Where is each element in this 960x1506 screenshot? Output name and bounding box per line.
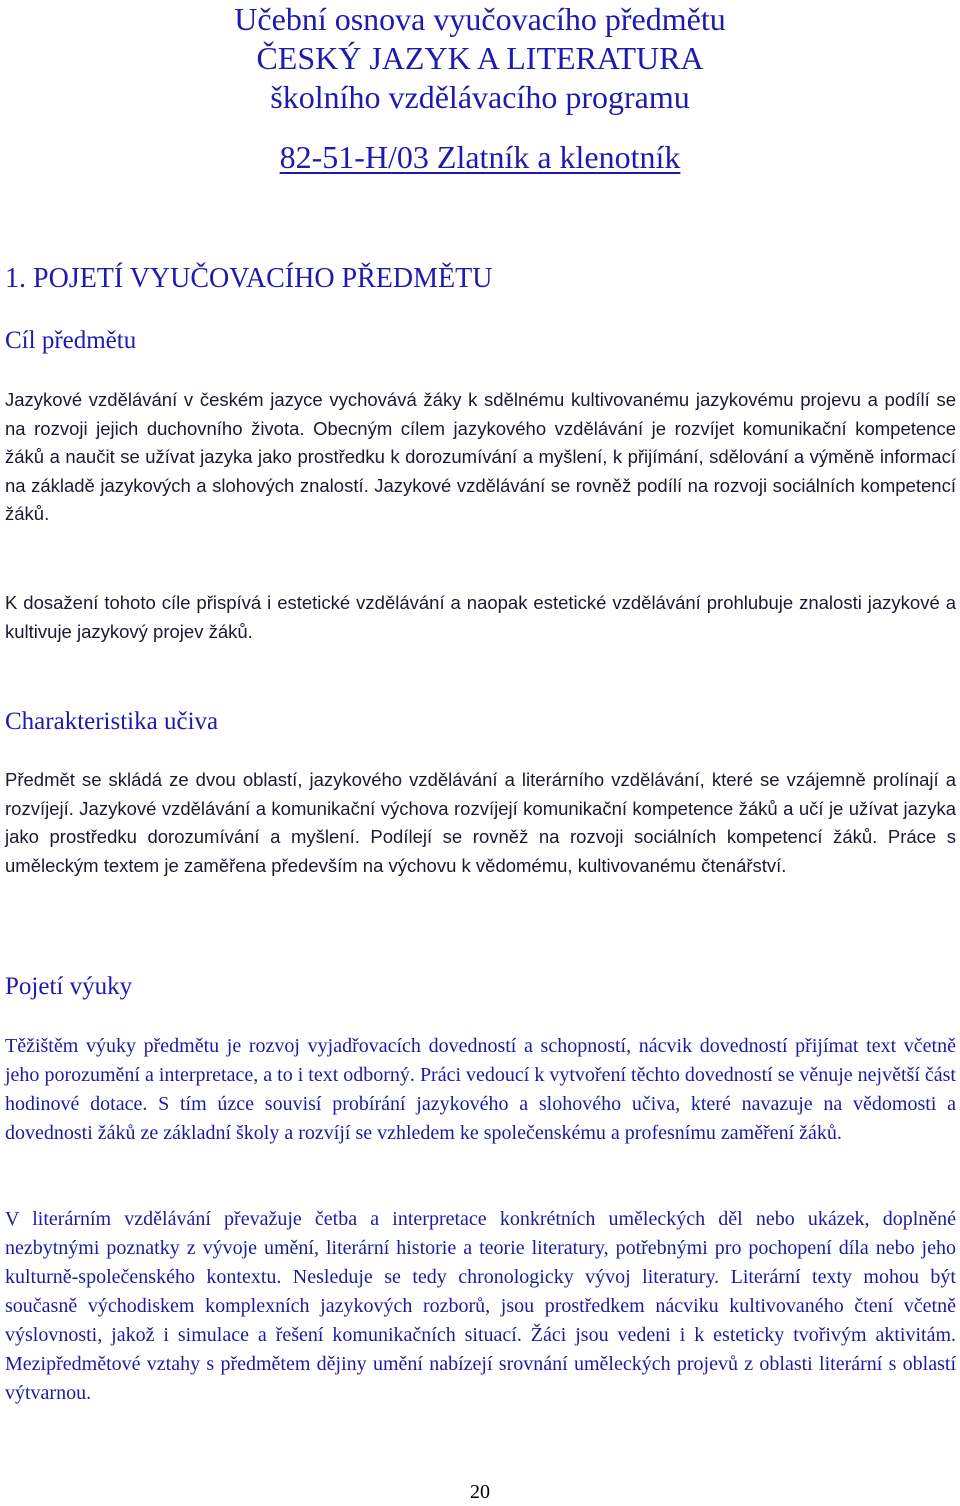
paragraph-pojeti-1: Těžištěm výuky předmětu je rozvoj vyjadřovacích dovedností a schopností, nácvik dovedností přijímat text včetně jeho porozumění a interpretace, a to i text odborný. Práci vedoucí k vytvoření těchto dovedností se věnuje největší část hodinové dotace. S tím úzce souvisí probírání jazykového a slohového učiva, které navazuje na vědomosti a dovednosti žáků ze základní školy a rozvíjí se vzhledem ke společenskému a profesnímu zaměření žáků. [5,1035,956,1144]
program-code-text: 82-51-H/03 Zlatník a klenotník [279,139,681,175]
heading-charakteristika-uciva: Charakteristika učiva [5,708,219,735]
title-line-2: ČESKÝ JAZYK A LITERATURA [256,40,704,76]
title-line-1: Učební osnova vyučovacího předmětu [234,1,726,37]
document-title [0,0,960,116]
paragraph-cil-1: Jazykové vzdělávání v českém jazyce vychovává žáky k sdělnému kultivovanému jazykovému projevu a podílí se na rozvoji jejich duchovního života. Obecným cílem jazykového vzdělávání je rozvíjet komunikační kompetence žáků a naučit se užívat jazyka jako prostředku k dorozumívání a myšlení, k přijímání, sdělování a výměně informací na základě jazykových a slohových znalostí. Jazykové vzdělávání se rovněž podílí na rozvoji sociálních kompetencí žáků. [5,389,956,524]
paragraph-cil-2: K dosažení tohoto cíle přispívá i estetické vzdělávání a naopak estetické vzdělávání prohlubuje znalosti jazykové a kultivuje jazykový projev žáků. [5,592,956,642]
program-code [0,138,960,176]
paragraph-pojeti-2: V literárním vzdělávání převažuje četba a interpretace konkrétních uměleckých děl nebo ukázek, doplněné nezbytnými poznatky z vývoje umění, literární historie a teorie literatury, potřebnými pro pochopení díla nebo jeho kulturně-společenského kontextu. Nesleduje se tedy chronologicky vývoj literatury. Literární texty mohou být současně východiskem komplexních jazykových rozborů, jsou prostředkem nácviku kultivovaného čtení včetně výslovnosti, jakož i simulace a řešení komunikačních situací. Žáci jsou vedeni i k esteticky tvořivým aktivitám. Mezipředmětové vztahy s předmětem dějiny umění nabízejí srovnání uměleckých projevů z oblasti literární s oblastí výtvarnou. [5,1208,956,1404]
section-title: 1. POJETÍ VYUČOVACÍHO PŘEDMĚTU [5,263,493,294]
page-number: 20 [470,1481,490,1503]
title-line-3: školního vzdělávacího programu [270,79,690,115]
heading-cil-predmetu: Cíl předmětu [5,327,137,354]
heading-pojeti-vyuky: Pojetí výuky [5,973,133,1000]
paragraph-charakteristika: Předmět se skládá ze dvou oblastí, jazykového vzdělávání a literárního vzdělávání, které se vzájemně prolínají a rozvíjejí. Jazykové vzdělávání a komunikační výchova rozvíjejí komunikační kompetence žáků a učí je užívat jazyka jako prostředku dorozumívání a myšlení. Podílejí se rovněž na rozvoji sociálních kompetencí žáků. Práce s uměleckým textem je zaměřena především na výchovu k vědomému, kultivovanému čtenářství. [5,769,956,876]
